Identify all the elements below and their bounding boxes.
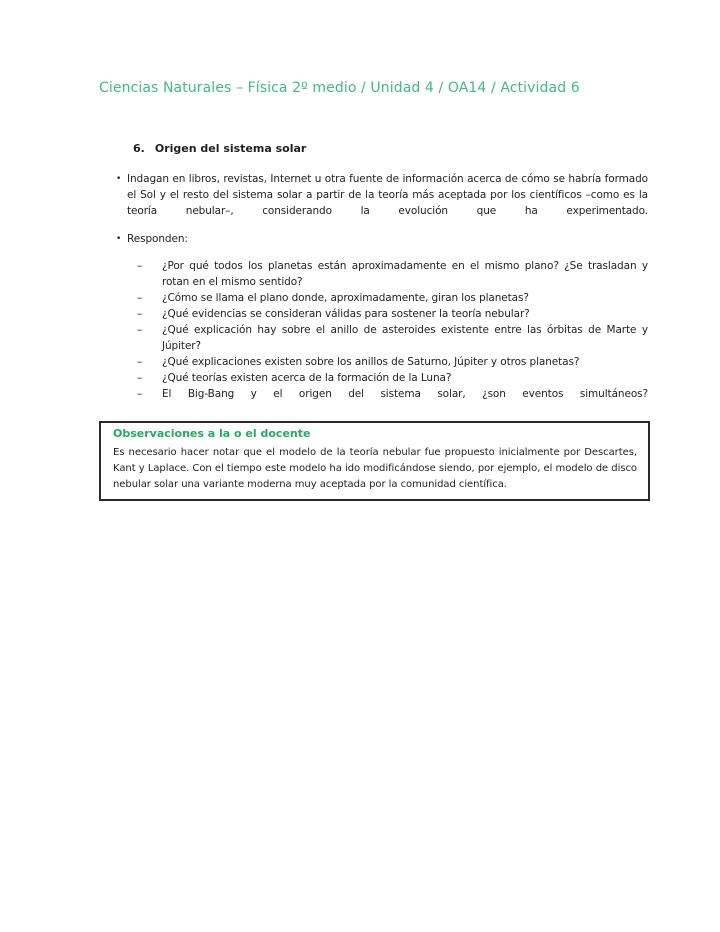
dash-marker-icon: – [137, 372, 143, 384]
dash-marker-icon: – [137, 356, 143, 368]
dash-marker-icon: – [137, 308, 143, 320]
section-title: Origen del sistema solar [154, 142, 307, 155]
bullet-text: Responden: [127, 233, 188, 245]
question-text: ¿Cómo se llama el plano donde, aproximadamente, giran los planetas? [162, 292, 529, 304]
question-list [137, 258, 648, 402]
question-item [137, 258, 648, 290]
page-title: Ciencias Naturales – Física 2º medio / Unidad 4 / OA14 / Actividad 6 [99, 80, 580, 96]
question-item [137, 386, 648, 402]
bullet-item-respond [116, 231, 648, 247]
question-item [137, 370, 648, 386]
dash-marker-icon: – [137, 260, 143, 272]
question-text: ¿Qué explicación hay sobre el anillo de asteroides existente entre las órbitas de Marte y Júpiter? [162, 324, 648, 352]
question-item [137, 290, 648, 306]
bullet-marker-icon: • [116, 174, 122, 184]
bullet-marker-icon: • [116, 234, 122, 244]
bullet-text: Indagan en libros, revistas, Internet u otra fuente de información acerca de cómo se habría formado el Sol y el resto del sistema solar a partir de la teoría más aceptada por los científicos –como es la teoría nebular–, considerando la evolución que ha experimentado. [127, 173, 648, 217]
dash-marker-icon: – [137, 324, 143, 336]
section-heading [133, 142, 306, 156]
question-text: ¿Por qué todos los planetas están aproximadamente en el mismo plano? ¿Se trasladan y rotan en el mismo sentido? [162, 260, 648, 288]
observations-title: Observaciones a la o el docente [113, 427, 311, 440]
question-text: ¿Qué teorías existen acerca de la formación de la Luna? [162, 372, 452, 384]
question-text: El Big-Bang y el origen del sistema solar, ¿son eventos simultáneos? [162, 388, 648, 400]
question-text: ¿Qué evidencias se consideran válidas para sostener la teoría nebular? [162, 308, 530, 320]
dash-marker-icon: – [137, 388, 143, 400]
observations-body: Es necesario hacer notar que el modelo de la teoría nebular fue propuesto inicialmente por Descartes, Kant y Laplace. Con el tiempo este modelo ha ido modificándose siendo, por ejemplo, el modelo de disco nebular solar una variante moderna muy aceptada por la comunidad científica. [113, 447, 637, 490]
bullet-item-research [116, 171, 648, 219]
question-item [137, 354, 648, 370]
question-text: ¿Qué explicaciones existen sobre los anillos de Saturno, Júpiter y otros planetas? [162, 356, 580, 368]
question-item [137, 306, 648, 322]
dash-marker-icon: – [137, 292, 143, 304]
observations-box [99, 421, 650, 501]
section-number: 6. [133, 142, 145, 155]
question-item [137, 322, 648, 354]
